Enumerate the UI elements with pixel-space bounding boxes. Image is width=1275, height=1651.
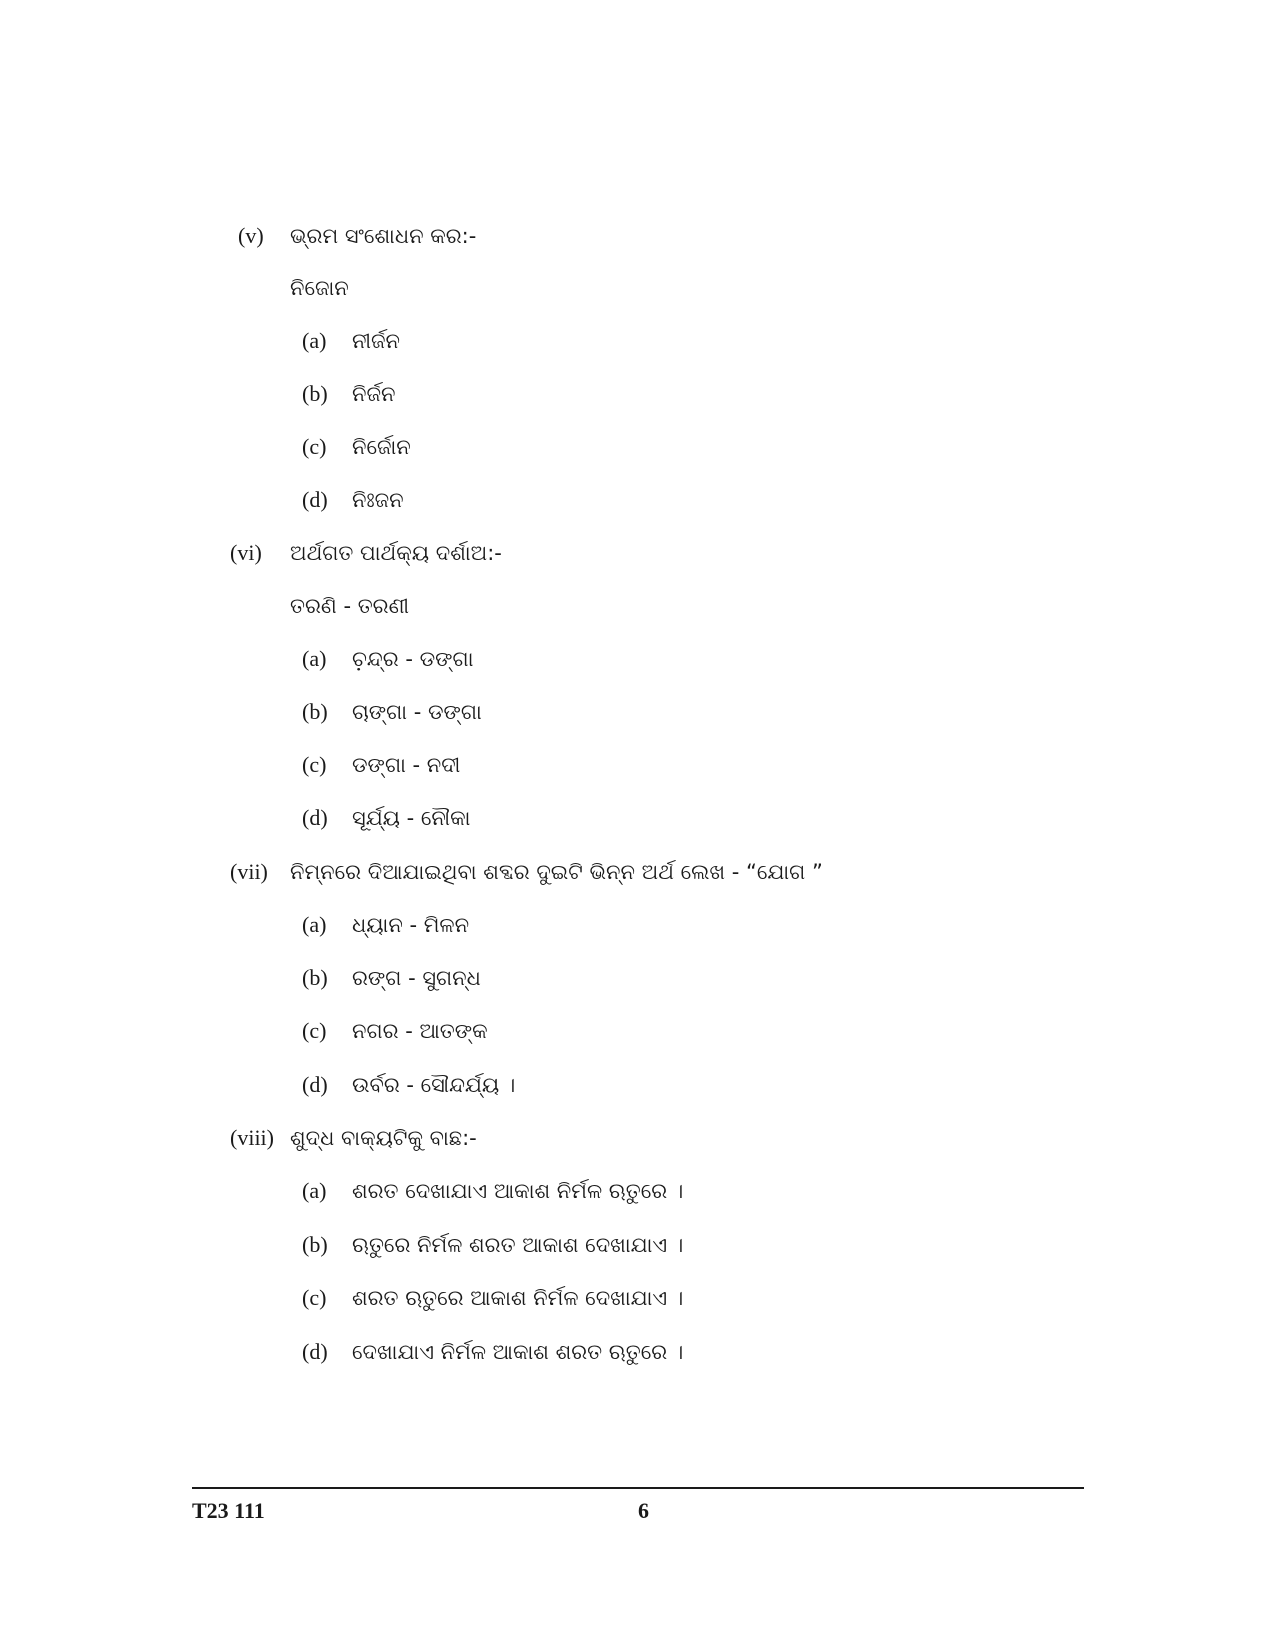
option-text: ନିଃଜନ — [352, 488, 404, 512]
option-label: (a) — [302, 912, 327, 937]
question-prompt: ନିମ୍ନରେ ଦିଆଯାଇଥିବା ଶବ୍ଦର ଦୁଇଟି ଭିନ୍ନ ଅର୍ଥ ଲେଖ - “ଯୋଗ ” — [290, 860, 823, 884]
option-text: ଦେଖାଯାଏ ନିର୍ମଳ ଆକାଶ ଶରତ ଋତୁରେ । — [352, 1340, 684, 1364]
option-label: (d) — [302, 1339, 328, 1364]
footer-divider — [192, 1487, 1084, 1489]
option-label: (c) — [302, 434, 327, 459]
option-text: ଉର୍ବର - ସୌନ୍ଦର୍ଯ୍ୟ । — [352, 1073, 516, 1097]
question-number: (viii) — [230, 1125, 274, 1150]
option-label: (d) — [302, 805, 328, 830]
question-prompt: ଶୁଦ୍ଧ ବାକ୍ୟଟିକୁ ବାଛ:- — [290, 1126, 477, 1150]
option-text: ଶରତ ଦେଖାଯାଏ ଆକାଶ ନିର୍ମଳ ଋତୁରେ । — [352, 1179, 684, 1203]
question-prompt: ଭ୍ରମ ସଂଶୋଧନ କର:- — [290, 224, 477, 248]
option-text: ଡଙ୍ଗା - ନଦୀ — [352, 753, 461, 777]
question-number: (vii) — [230, 859, 268, 884]
question-number: (vi) — [230, 540, 262, 565]
option-text: ଚାଙ୍ଗା - ଡଙ୍ଗା — [352, 700, 482, 724]
option-text: ନୀର୍ଜନ — [352, 329, 401, 353]
question-number: (v) — [238, 223, 264, 248]
option-label: (b) — [302, 699, 328, 724]
option-label: (b) — [302, 1232, 328, 1257]
option-label: (a) — [302, 328, 327, 353]
option-text: ଋତୁରେ ନିର୍ମଳ ଶରତ ଆକାଶ ଦେଖାଯାଏ । — [352, 1233, 684, 1257]
option-text: ନଗର - ଆତଙ୍କ — [352, 1019, 488, 1043]
option-text: ନିର୍ଜୋନ — [352, 435, 411, 459]
option-text: ନିର୍ଜନ — [352, 382, 396, 406]
option-text: ଶରତ ଋତୁରେ ଆକାଶ ନିର୍ମଳ ଦେଖାଯାଏ । — [352, 1286, 684, 1310]
option-label: (c) — [302, 1285, 327, 1310]
option-label: (a) — [302, 1178, 327, 1203]
option-label: (d) — [302, 1072, 328, 1097]
question-subject-word: ତରଣି - ତରଣୀ — [290, 594, 410, 618]
question-subject-word: ନିଜୋନ — [290, 276, 349, 300]
option-label: (d) — [302, 487, 328, 512]
paper-code: T23 111 — [192, 1498, 265, 1523]
option-label: (a) — [302, 646, 327, 671]
option-text: ଧ୍ୟାନ - ମିଳନ — [352, 913, 470, 937]
page-number: 6 — [638, 1498, 649, 1523]
question-prompt: ଅର୍ଥଗତ ପାର୍ଥକ୍ୟ ଦର୍ଶାଅ:- — [290, 541, 502, 565]
option-text: ରଙ୍ଗ - ସୁଗନ୍ଧ — [352, 966, 481, 990]
option-label: (c) — [302, 1018, 327, 1043]
option-label: (c) — [302, 752, 327, 777]
option-label: (b) — [302, 965, 328, 990]
option-text: ଚ଼ନ୍ଦ୍ର - ଡଙ୍ଗା — [352, 647, 474, 671]
option-label: (b) — [302, 381, 328, 406]
option-text: ସୂର୍ଯ୍ୟ - ନୌକା — [352, 806, 471, 830]
